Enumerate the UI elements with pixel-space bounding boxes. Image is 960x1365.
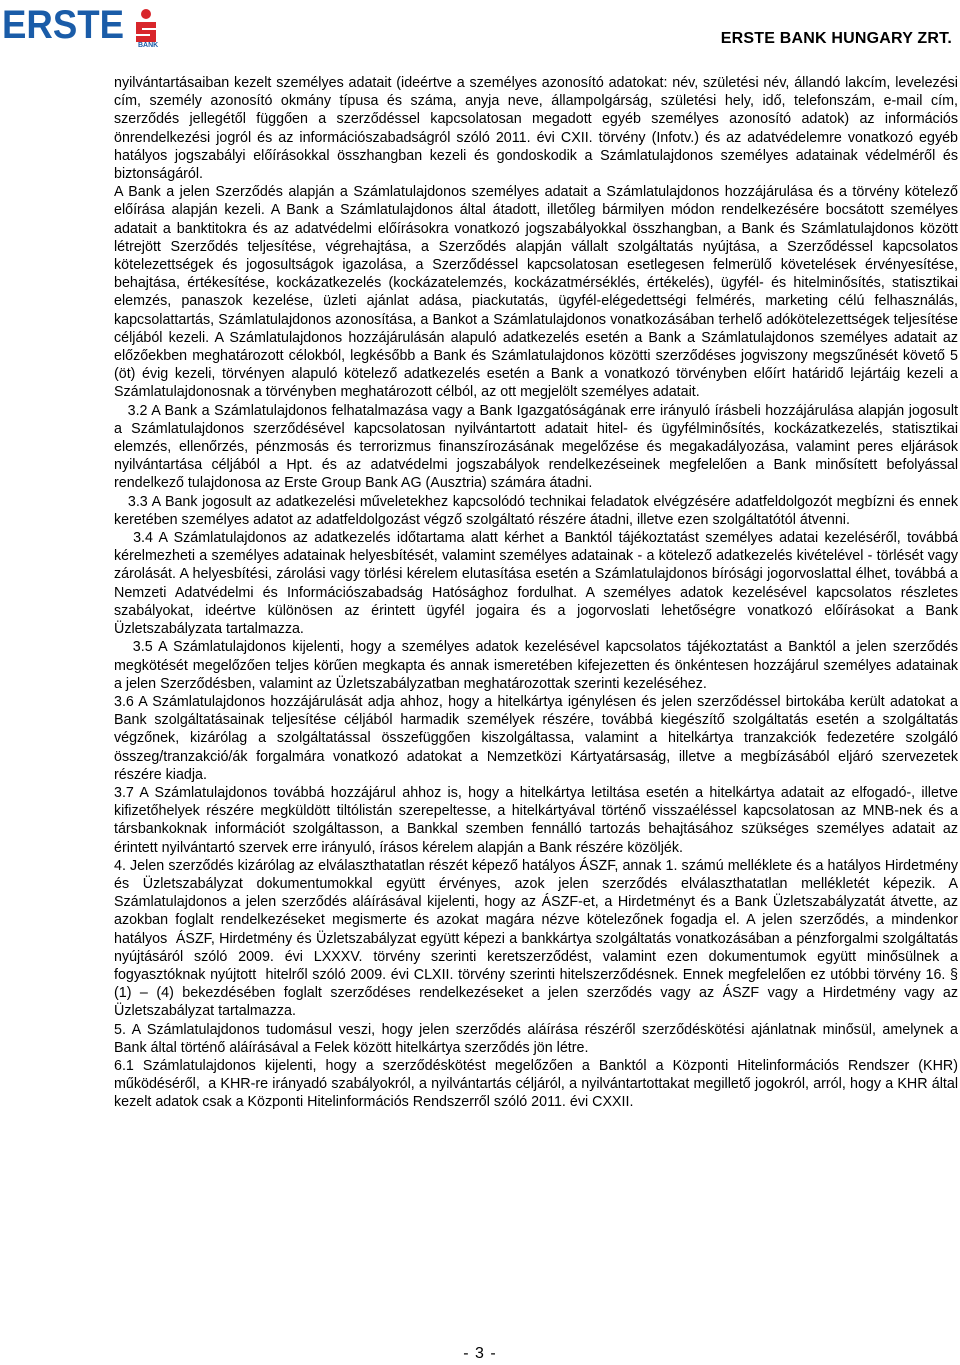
- logo-text: ERSTE: [2, 4, 124, 47]
- sparkasse-s-icon: [136, 9, 156, 42]
- paragraph: 5. A Számlatulajdonos tudomásul veszi, hogy jelen szerződés aláírása részéről szerződéskötési ajánlatnak minősül, amelynek a Bank által történő aláírásával a Felek között hitelkártya szerződés jön létre.: [114, 1021, 958, 1056]
- paragraph: 3.7 A Számlatulajdonos továbbá hozzájárul ahhoz is, hogy a hitelkártya letiltása esetén a hitelkártya adatait az elfogadó-, illetve kifizetőhelyek részére megküldött tiltólistán szerepeltesse, a hitelkártyával történő visszaéléssel kapcsolatosan az MNB-nek és a társbankoknak információt szolgáltasson, a Bankkal szemben fennálló tartozás behajtásához szükséges személyes adatait az érintett nyilvántartó szervek erre irányuló, írásos kérelem alapján a Bank részére közöljék.: [114, 784, 958, 856]
- paragraph: A Bank a jelen Szerződés alapján a Számlatulajdonos személyes adatait a Számlatulajdonos hozzájárulása és a törvény kötelező előírása alapján kezeli. A Bank a Számlatulajdonos által átadott, illetőleg bármilyen módon rendelkezésére bocsátott személyes adatait a banktitokra és az adatvédelmi előírásokra vonatkozó jogszabályokkal összhangban, a Bank és Számlatulajdonos között létrejött Szerződés teljesítése, végrehajtása, a Szerződés alapján vállalt szolgáltatás nyújtása, a Szerződéssel kapcsolatos kötelezettségek és jogosultságok igazolása, a Szerződéssel kapcsolatosan esetlegesen felmerülő követelések érvényesítése, behajtása, értékesítése, kockázatkezelés (kockázatelemzés, kockázatmérséklés, értékelés), ügyfél- és hitelminősítés, statisztikai elemzés, panaszok kezelése, üzleti ajánlat adása, piackutatás, ügyfél-elégedettségi felmérés, marketing célú felhasználás, kapcsolattartás, Számlatulajdonos azonosítása, a Bankot a Számlatulajdonos vonatkozásában terhelő adókötelezettségek teljesítése céljából kezeli. A Számlatulajdonos hozzájárulásán alapuló adatkezelés esetén a Bank a Számlatulajdonos személyes adatait az előzőekben meghatározott célokból, legkésőbb a Bank és Számlatulajdonos közötti szerződéses jogviszony megszűnését követő 5 (öt) évig kezeli, törvényen alapuló kötelező adatkezelés esetén a Bank a vonatkozó törvényben előírt határidő lejártáig kezeli a Számlatulajdonosnak a törvényben meghatározott célból, az ott megjelölt személyes adatait.: [114, 184, 958, 401]
- paragraph: 3.5 A Számlatulajdonos kijelenti, hogy a személyes adatok kezelésével kapcsolatos tájékoztatást a Banktól a jelen szerződés megkötését megelőzően teljes körűen megkapta és annak ismeretében kifejezetten és önkéntesen hozzájárul személyes adatainak a jelen Szerződésben, valamint az Üzletszabályzatban meghatározottak szerinti kezeléséhez.: [114, 639, 958, 692]
- paragraph: 6.1 Számlatulajdonos kijelenti, hogy a szerződéskötést megelőzően a Banktól a Központi Hitelinformációs Rendszer (KHR) működéséről, a KHR-re irányadó szabályokról, a nyilvántartás céljáról, a nyilvántartottakat megillető jogokról, arról, hogy a KHR által kezelt adatok csak a Központi Hitelinformációs Rendszerről szóló 2011. évi CXXII.: [114, 1057, 958, 1111]
- page-number: - 3 -: [463, 1345, 497, 1362]
- page-header: [0, 0, 960, 56]
- logo-bank-text: BANK: [138, 42, 159, 48]
- company-name: ERSTE BANK HUNGARY ZRT.: [720, 30, 952, 47]
- erste-logo-icon: [2, 4, 162, 48]
- paragraph: 3.4 A Számlatulajdonos az adatkezelés időtartama alatt kérhet a Banktól tájékoztatást személyes adatai kezeléséről, továbbá kérelmezheti a személyes adatainak helyesbítését, valamint személyes adatainak - a kötelező adatkezelés kivételével - törlését vagy zárolását. A helyesbítési, zárolási vagy törlési kérelem elutasítása esetén a Számlatulajdonos bírósági jogorvoslattal élhet, továbbá a Nemzeti Adatvédelmi és Információszabadság Hatósághoz fordulhat. A személyes adatok kezelésével kapcsolatos részletes szabályokat, ideértve különösen az érintett ügyfél jogaira és a jogorvoslati lehetőségre vonatkozó előírásokat a Bank Üzletszabályzata tartalmazza.: [114, 530, 958, 638]
- document-body: [114, 74, 958, 1112]
- paragraph: 3.2 A Bank a Számlatulajdonos felhatalmazása vagy a Bank Igazgatóságának erre irányuló írásbeli hozzájárulása alapján jogosult a Számlatulajdonos szerződésével kapcsolatosan nyilvántartott adatait hitel- és ügyfélminősítés, kockázatkezelés, statisztikai elemzés, ellenőrzés, pénzmosás és terrorizmus finanszírozásának megelőzése és megakadályozása, valamint peres eljárások nyilvántartása céljából a Hpt. és az adatvédelmi jogszabályok rendelkezéseinek megfelelően a Bank minősített befolyással rendelkező tulajdonosa az Erste Group Bank AG (Ausztria) számára átadni.: [114, 402, 958, 492]
- paragraph: 3.6 A Számlatulajdonos hozzájárulását adja ahhoz, hogy a hitelkártya igénylésen és jelen szerződéssel birtokába került adatokat a Bank szolgáltatásainak teljesítése céljából harmadik személyek részére, továbbá kiegészítő szolgáltatás esetén a szolgáltatás végzőnek, kizárólag a szolgáltatással összefüggően kiszolgáltassa, valamint a hitelkártya tranzakciók fedezetére szolgáló összeg/tranzakció/ák forgalmára vonatkozó adatokat a Nemzetközi Kártyatársaság, illetve a megbízásából eljáró szervezetek részére kiadja.: [114, 693, 958, 783]
- paragraph: 4. Jelen szerződés kizárólag az elválaszthatatlan részét képező hatályos ÁSZF, annak 1. számú melléklete és a hatályos Hirdetmény és Üzletszabályzat dokumentumokkal együtt érvényes, azok jelen szerződés elválaszthatatlan mellékletét képezik. A Számlatulajdonos a jelen szerződés aláírásával kijelenti, hogy az ÁSZF-et, a Hirdetményt és a Bank Üzletszabályzatát átvette, az azokban foglalt rendelkezéseket megismerte és azokat magára nézve kötelezőnek fogadja el. A jelen szerződés, a mindenkor hatályos ÁSZF, Hirdetmény és Üzletszabályzat együtt képezi a bankkártya szolgáltatás vonatkozásában a pénzforgalmi szolgáltatás nyújtásáról szóló 2009. évi LXXXV. törvény szerinti keretszerződést, valamint ezen dokumentumok együtt minősülnek a fogyasztóknak nyújtott hitelről szóló 2009. évi CLXII. törvény szerinti hitelszerződésnek. Ennek megfelelően ez utóbbi törvény 16. § (1) – (4) bekezdésében foglalt szerződéses rendelkezéseket a jelen szerződés vagy az ÁSZF vagy a Hirdetmény vagy az Üzletszabályzat tartalmazza.: [114, 857, 958, 1020]
- paragraph: nyilvántartásaiban kezelt személyes adatait (ideértve a személyes azonosító adatokat: név, születési név, állandó lakcím, levelezési cím, személy azonosító okmány típusa és száma, anyja neve, állampolgárság, születési hely, idő, telefonszám, e-mail cím, szerződés jellegétől függően a szerződéssel kapcsolatosan megadott egyéb személyes azonosító adatok) az információs önrendelkezési jogról és az információszabadságról szóló 2011. évi CXII. törvény (Infotv.) és az adatvédelemre vonatkozó egyéb hatályos jogszabályi előírásokkal összhangban kezeli és gondoskodik a Számlatulajdonos személyes adatainak védelméről és biztonságáról.: [114, 75, 958, 183]
- paragraph: 3.3 A Bank jogosult az adatkezelési műveletekhez kapcsolódó technikai feladatok elvégzésére adatfeldolgozót megbízni és ennek keretében személyes adatot az adatfeldolgozást végző szolgáltató részére átadni, illetve ezen szolgáltatótól átvenni.: [114, 493, 958, 528]
